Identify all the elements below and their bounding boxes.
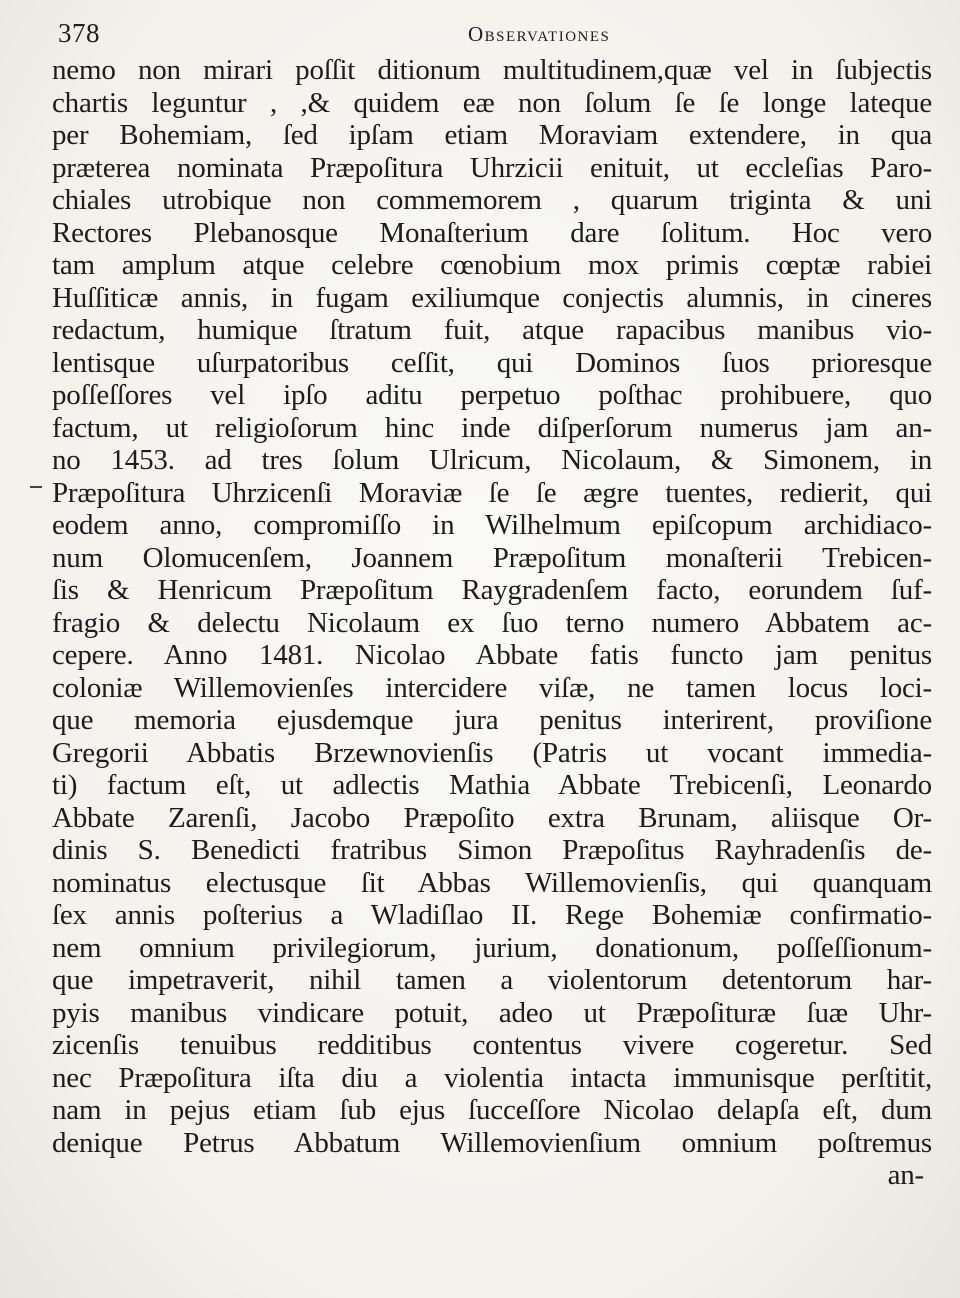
text-line: nemo non mirari poſſit ditionum multitudinem,quæ vel in ſubjectis (52, 54, 932, 86)
text-line: redactum, humique ſtratum fuit, atque rapacibus manibus vio- (52, 314, 932, 346)
catchword: an- (887, 1159, 924, 1191)
text-line: coloniæ Willemovienſes intercidere viſæ, ne tamen locus loci- (52, 671, 932, 704)
text-line: Præpoſitura Uhrzicenſi Moraviæ ſe ſe ægre tuentes, redierit, qui (52, 476, 932, 509)
text-line: no 1453. ad tres ſolum Ulricum, Nicolaum, & Simonem, in (52, 444, 932, 476)
text-line: Abbate Zarenſi, Jacobo Præpoſito extra Brunam, aliisque Or- (52, 801, 932, 834)
text-line: per Bohemiam, ſed ipſam etiam Moraviam extendere, in qua (52, 119, 932, 151)
text-line: nominatus electusque ſit Abbas Willemovienſis, qui quanquam (52, 866, 932, 899)
text-line: tam amplum atque celebre cœnobium mox primis cœptæ rabiei (52, 249, 932, 281)
text-line: pyis manibus vindicare potuit, adeo ut Præpoſituræ ſuæ Uhr- (52, 996, 932, 1029)
text-line: nec Præpoſitura iſta diu a violentia intacta immunisque perſtitit, (52, 1061, 932, 1094)
page-number: 378 (58, 18, 100, 48)
text-line: dinis S. Benedicti fratribus Simon Præpoſitus Rayhradenſis de- (52, 834, 932, 866)
text-line: que memoria ejusdemque jura penitus interirent, proviſione (52, 704, 932, 736)
text-line: Rectores Plebanosque Monaſterium dare ſolitum. Hoc vero (52, 216, 932, 249)
text-line: denique Petrus Abbatum Willemovienſium omnium poſtremus (52, 1126, 932, 1159)
text-line: Gregorii Abbatis Brzewnovienſis (Patris ut vocant immedia- (52, 736, 932, 769)
text-line: zicenſis tenuibus redditibus contentus vivere cogeretur. Sed (52, 1029, 932, 1061)
body-text (52, 54, 932, 1192)
text-line: cepere. Anno 1481. Nicolao Abbate fatis functo jam penitus (52, 639, 932, 671)
text-line: chiales utrobique non commemorem , quarum triginta & uni (52, 184, 932, 216)
text-line: que impetraverit, nihil tamen a violentorum detentorum har- (52, 964, 932, 996)
page-header (58, 18, 928, 52)
text-line: chartis leguntur , ,& quidem eæ non ſolum ſe ſe longe lateque (52, 86, 932, 119)
text-line: num Olomucenſem, Joannem Præpoſitum monaſterii Trebicen- (52, 541, 932, 574)
text-line: fragio & delectu Nicolaum ex ſuo terno numero Abbatem ac- (52, 606, 932, 639)
text-line: præterea nominata Præpoſitura Uhrzicii enituit, ut eccleſias Paro- (52, 151, 932, 184)
text-line: ſis & Henricum Præpoſitum Raygradenſem facto, eorundem ſuf- (52, 574, 932, 606)
margin-dash-mark (30, 486, 42, 488)
text-line: ſex annis poſterius a Wladiſlao II. Rege Bohemiæ confirmatio- (52, 899, 932, 931)
text-line: Huſſiticæ annis, in fugam exiliumque conjectis alumnis, in cineres (52, 281, 932, 314)
running-head: Observationes (468, 22, 611, 46)
text-line: factum, ut religioſorum hinc inde diſperſorum numerus jam an- (52, 411, 932, 444)
text-line: nam in pejus etiam ſub ejus ſucceſſore Nicolao delapſa eſt, dum (52, 1094, 932, 1126)
text-line: nem omnium privilegiorum, jurium, donationum, poſſeſſionum- (52, 931, 932, 964)
text-line: poſſeſſores vel ipſo aditu perpetuo poſthac prohibuere, quo (52, 379, 932, 411)
text-line: ti) factum eſt, ut adlectis Mathia Abbate Trebicenſi, Leonardo (52, 769, 932, 801)
text-line: eodem anno, compromiſſo in Wilhelmum epiſcopum archidiaco- (52, 509, 932, 541)
text-line: lentisque uſurpatoribus ceſſit, qui Dominos ſuos prioresque (52, 346, 932, 379)
